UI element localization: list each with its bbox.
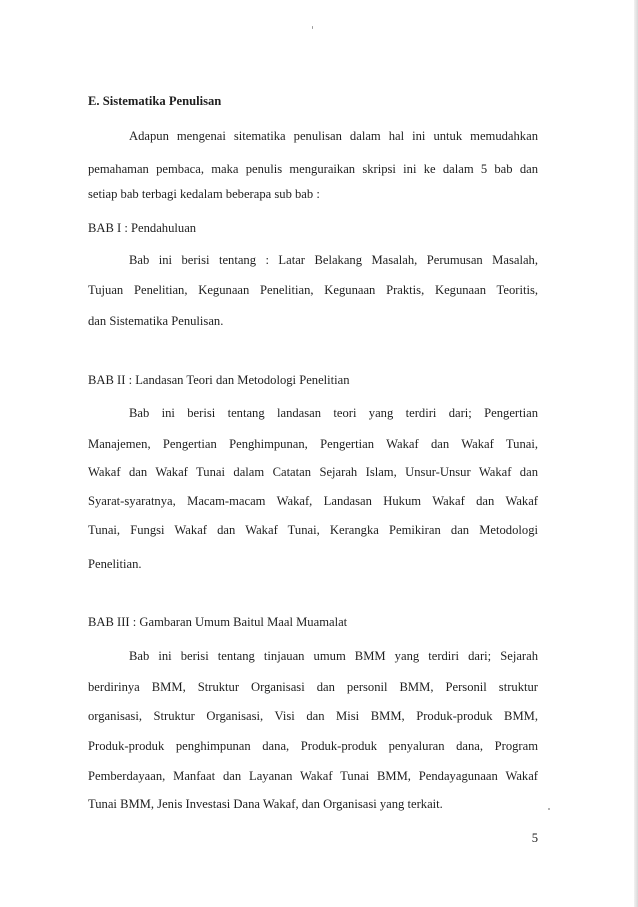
bab3-line: Produk-produk penghimpunan dana, Produk-produk penyaluran dana, Program: [88, 739, 538, 753]
bab2-line: Wakaf dan Wakaf Tunai dalam Catatan Sejarah Islam, Unsur-Unsur Wakaf dan: [88, 465, 538, 479]
bab3-line: Bab ini berisi tentang tinjauan umum BMM yang terdiri dari; Sejarah: [129, 649, 538, 663]
bab2-line: Penelitian.: [88, 557, 142, 571]
section-heading: E. Sistematika Penulisan: [88, 94, 222, 108]
bab1-line: dan Sistematika Penulisan.: [88, 314, 224, 328]
intro-line: pemahaman pembaca, maka penulis menguraikan skripsi ini ke dalam 5 bab dan: [88, 162, 538, 176]
intro-line: Adapun mengenai sitematika penulisan dalam hal ini untuk memudahkan: [129, 129, 538, 143]
bab2-line: Syarat-syaratnya, Macam-macam Wakaf, Landasan Hukum Wakaf dan Wakaf: [88, 494, 538, 508]
bab3-line: berdirinya BMM, Struktur Organisasi dan personil BMM, Personil struktur: [88, 680, 538, 694]
bab2-title: BAB II : Landasan Teori dan Metodologi Penelitian: [88, 373, 350, 387]
scan-speck: [548, 808, 550, 810]
bab1-line: Bab ini berisi tentang : Latar Belakang Masalah, Perumusan Masalah,: [129, 253, 538, 267]
bab2-line: Bab ini berisi tentang landasan teori yang terdiri dari; Pengertian: [129, 406, 538, 420]
bab3-line: organisasi, Struktur Organisasi, Visi dan Misi BMM, Produk-produk BMM,: [88, 709, 538, 723]
bab3-line: Tunai BMM, Jenis Investasi Dana Wakaf, dan Organisasi yang terkait.: [88, 797, 443, 811]
intro-line: setiap bab terbagi kedalam beberapa sub bab :: [88, 187, 320, 201]
page-number: 5: [531, 831, 538, 845]
bab1-line: Tujuan Penelitian, Kegunaan Penelitian, Kegunaan Praktis, Kegunaan Teoritis,: [88, 283, 538, 297]
bab3-line: Pemberdayaan, Manfaat dan Layanan Wakaf Tunai BMM, Pendayagunaan Wakaf: [88, 769, 538, 783]
bab1-title: BAB I : Pendahuluan: [88, 221, 197, 235]
bab3-title: BAB III : Gambaran Umum Baitul Maal Muamalat: [88, 615, 348, 629]
bab2-line: Manajemen, Pengertian Penghimpunan, Pengertian Wakaf dan Wakaf Tunai,: [88, 437, 538, 451]
bab2-line: Tunai, Fungsi Wakaf dan Wakaf Tunai, Kerangka Pemikiran dan Metodologi: [88, 523, 538, 537]
scan-speck: [312, 26, 313, 29]
